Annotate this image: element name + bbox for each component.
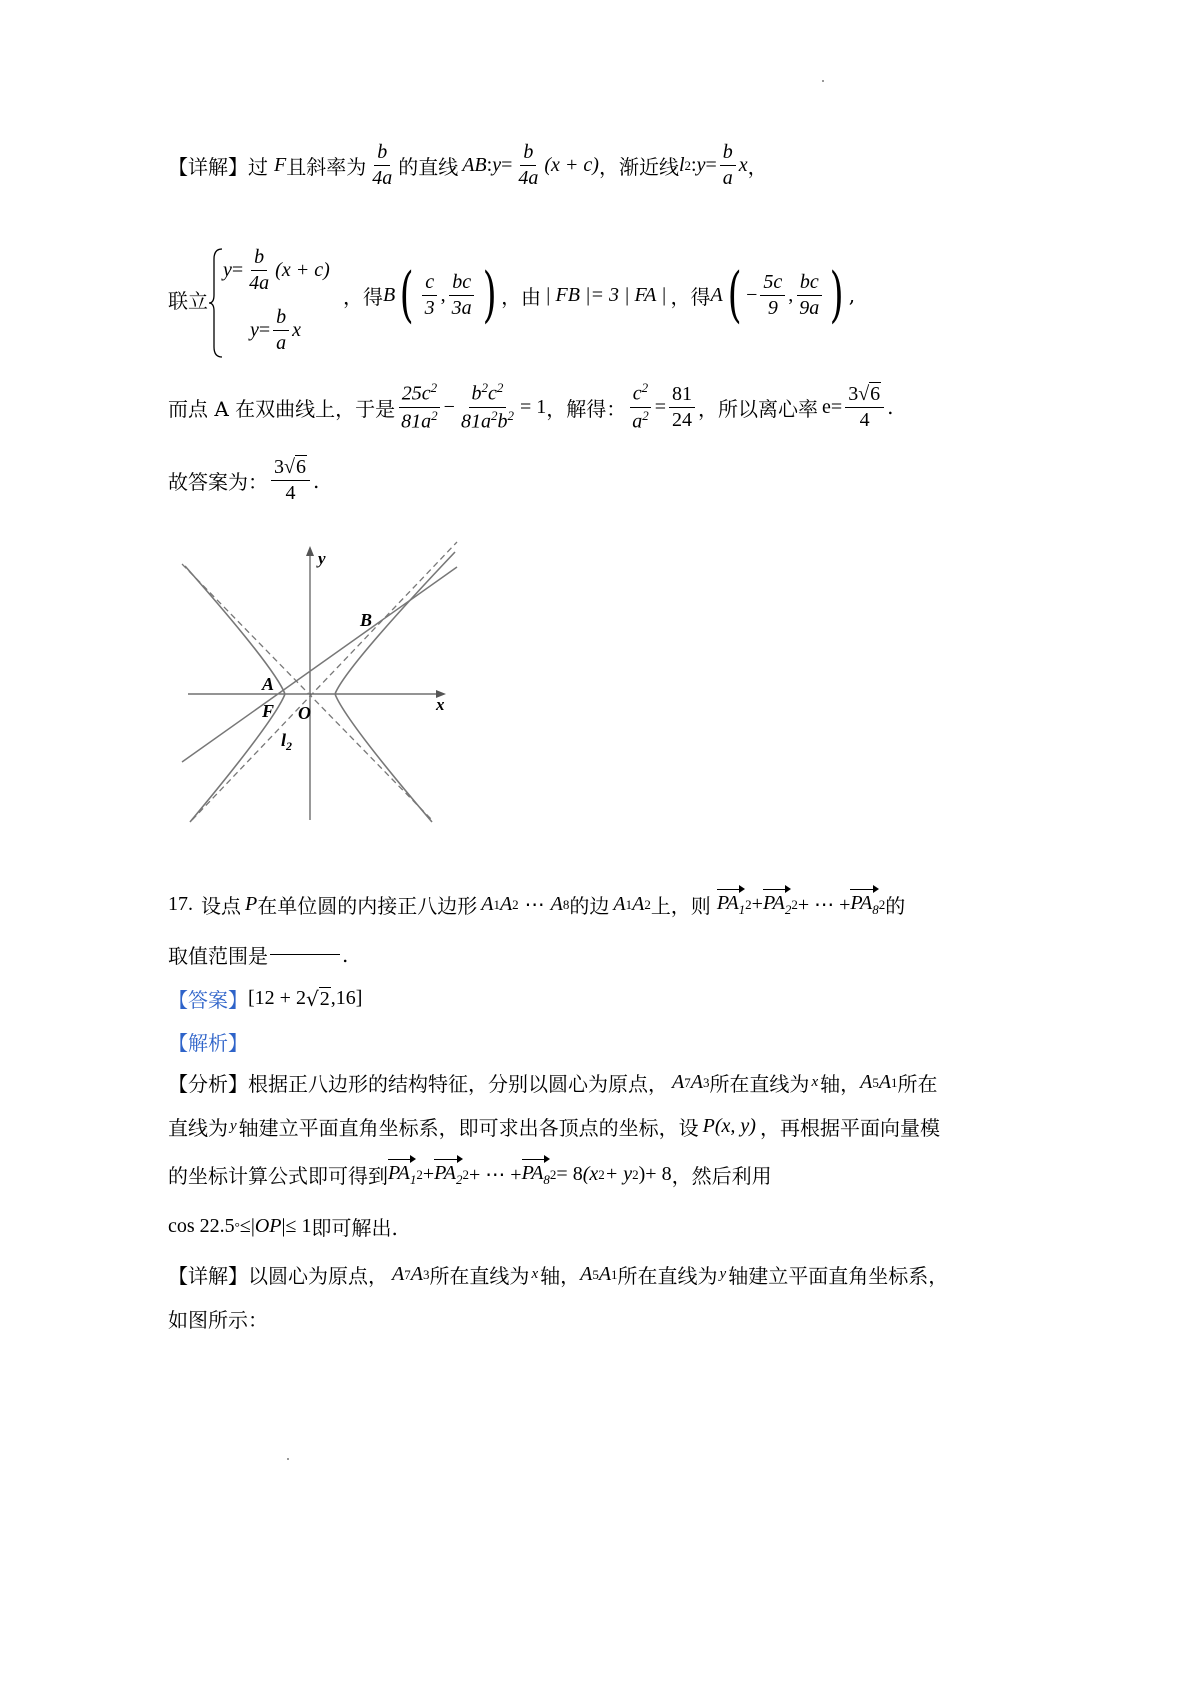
l2-label: $l_2$ [281, 730, 293, 753]
system-eq-2: y = $\frac{b}{a}$ x [250, 306, 302, 354]
line-AB [182, 567, 457, 762]
detail2-line-2: 如图所示： [168, 1308, 268, 1332]
vector-PA1: $PA_1$ [716, 891, 746, 917]
analysis-line-3: 的坐标计算公式即可得到 $PA_1$ 2 + $PA_2$ 2 + ⋯ + $PA_8$ 2 = 8 (x 2 + y 2 ) + 8 ，然后利用 [168, 1161, 772, 1188]
answer-line: 【答案】 [12 + 2 √ 2 ,16] [168, 984, 362, 1013]
origin-O-label: O [298, 703, 311, 723]
system-eq-1: y = $\frac{b}{4a}$ (x + c) [223, 246, 330, 294]
vector-PA8: $PA_8$ [850, 891, 879, 917]
question-17-line-1: 17. 设点 P 在单位圆的内接正八边形 A 1 A 2 ⋯ A 8 的边 A 1 A 2 上，则 $PA_1$ 2 + $PA_2$ 2 + ⋯ + $PA_8$ 2 的 [168, 891, 906, 918]
detail-line-1: 【详解】 过 F 且斜率为 $\frac{b}{4a}$ 的直线 AB : y = $\frac{b}{4a}$ (x + c) ，渐近线 l 2 : y = $\frac{b}{a}$ x ， [168, 141, 768, 189]
left-brace [208, 247, 224, 359]
detail2-line-1: 【详解】 以圆心为原点， A 7 A 3 所在直线为 x 轴， A 5 A 1 所在直线为 y 轴建立平面直角坐标系， [168, 1263, 949, 1288]
point-F-label: F [262, 701, 275, 721]
hyperbola-figure [180, 540, 470, 825]
point-results: ，得 B ( $\frac{c}{3}$ , $\frac{bc}{3a}$ ) ，由 | FB |= 3 | FA | ，得 A ( − $\frac{5c}{9}$ , $\frac{bc}{9a}$ ) , [343, 260, 856, 330]
x-axis-label: x [436, 695, 445, 714]
hyperbola-condition: 而点 A 在双曲线上，于是 $\frac{25c^2}{81a^2}$ − $\frac{b^2c^2}{81a^2b^2}$ = 1 ，解得： $\frac{c^2}{a^2}$ = $\frac{81}{24}$ ，所以离心率 e = $\frac{3√6}{4}$ . [168, 380, 894, 433]
analysis-line-2: 直线为 y 轴建立平面直角坐标系，即可求出各顶点的坐标，设 P(x, y) ，再根据平面向量模 [168, 1115, 940, 1140]
analysis-heading: 【解析】 [168, 1031, 248, 1055]
y-axis-label: y [318, 549, 326, 568]
final-answer-line: 故答案为： $\frac{3√6}{4}$ . [168, 456, 320, 504]
answer-tag: 【答案】 [168, 988, 248, 1012]
scan-speck [287, 1458, 289, 1460]
asymptote-2 [192, 542, 457, 820]
system-of-equations: 联立 y = $\frac{b}{4a}$ (x + c) y = $\frac{b}{a}$ x ，得 B ( $\frac{c}{3}$ , $\frac{bc}{3a}$ ) ，由 | FB |= 3 | FA | ，得 A ( − $\frac{5c}{9}$ , $\frac{bc}{9a}$ ) , [168, 245, 968, 355]
analysis-line-4: cos 22.5 ° ≤| OP |≤ 1 即可解出. [168, 1215, 398, 1240]
vector-PA2: $PA_2$ [762, 891, 792, 917]
point-B-label: B [360, 610, 373, 630]
point-A-label: A [262, 674, 275, 694]
asymptote-l2 [182, 564, 432, 820]
analysis-line-1: 【分析】 根据正八边形的结构特征，分别以圆心为原点， A 7 A 3 所在直线为 x 轴， A 5 A 1 所在 [168, 1071, 938, 1096]
question-17-line-2: 取值范围是 . [168, 942, 349, 968]
answer-blank [270, 954, 340, 955]
detail-tag: 【详解】 [168, 155, 248, 179]
scan-speck [822, 80, 824, 82]
slope-fraction: $\frac{b}{4a}$ [372, 141, 393, 189]
y-axis-arrow [306, 546, 314, 556]
